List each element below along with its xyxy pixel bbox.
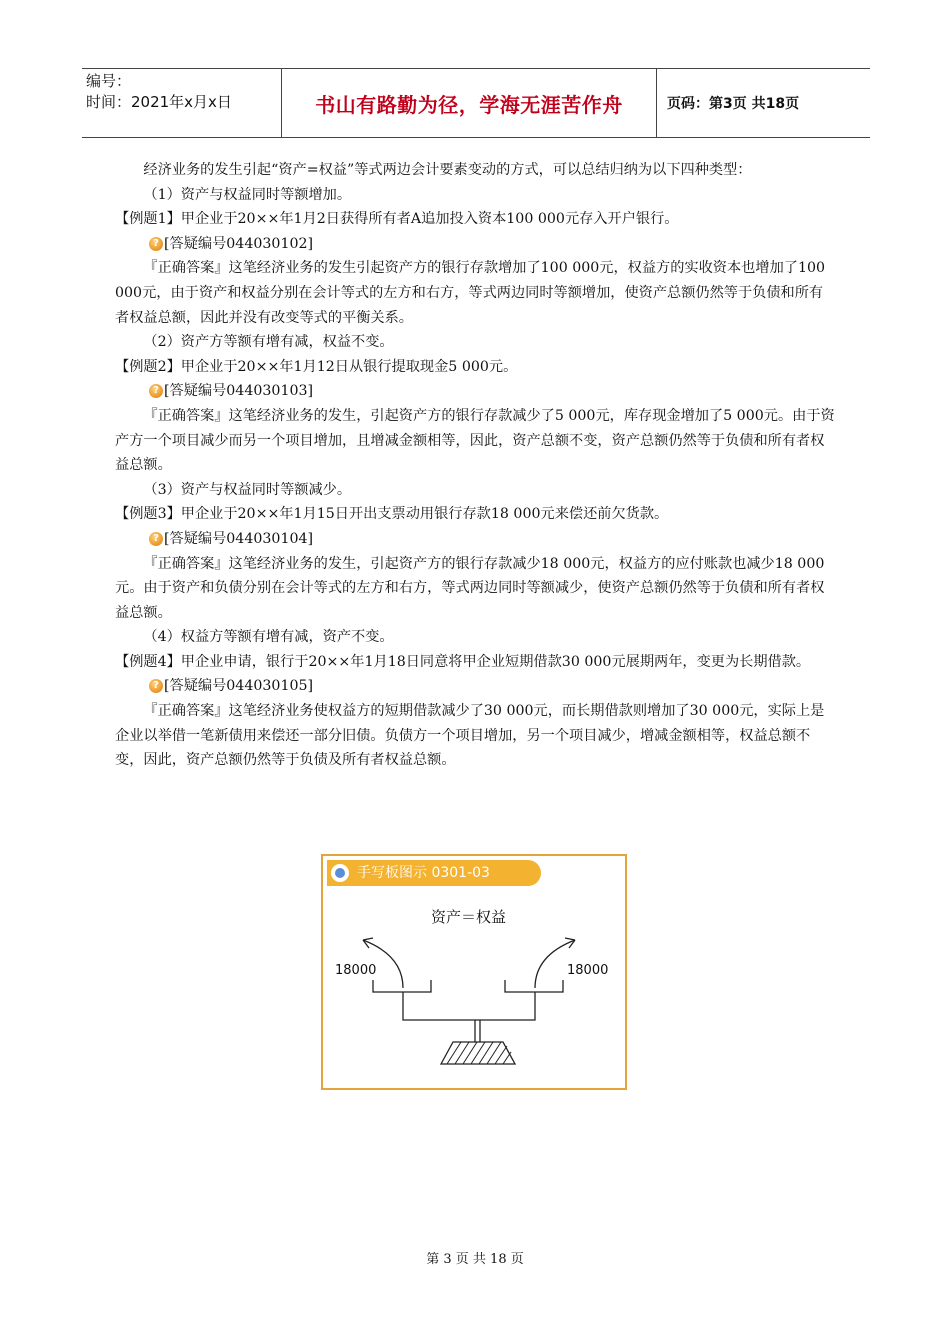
page-footer: 第 3 页 共 18 页 [426, 1252, 524, 1267]
balance-beam [403, 992, 535, 1020]
qa-ref-3: ? [答疑编号044030104] [115, 527, 837, 552]
balance-figure [321, 854, 627, 1090]
answer-1: 『正确答案』这笔经济业务的发生引起资产方的银行存款增加了100 000元，权益方的实收资本也增加了100 000元，由于资产和权益分别在会计等式的左方和右方，等式两边同时等额增加，使资产总额仍然等于负债和所有者权益总额，因此并没有改变等式的平衡关系。 [115, 260, 826, 326]
example-3: 【例题3】甲企业于20××年1月15日开出支票动用银行存款18 000元来偿还前欠货款。 [115, 506, 669, 523]
right-amount: 18000 [567, 963, 609, 978]
question-icon: ? [149, 384, 163, 398]
figure-tag-label: 手写板图示 0301-03 [357, 865, 490, 881]
left-amount: 18000 [335, 963, 377, 978]
question-icon: ? [149, 532, 163, 546]
example-2: 【例题2】甲企业于20××年1月12日从银行提取现金5 000元。 [115, 358, 518, 375]
intro-paragraph: 经济业务的发生引起“资产=权益”等式两边会计要素变动的方式，可以总结归纳为以下四种类型： [143, 162, 752, 178]
type-4-heading: （4）权益方等额有增有减，资产不变。 [143, 629, 394, 646]
qa-ref-4: ? [答疑编号044030105] [115, 674, 837, 699]
question-icon: ? [149, 237, 163, 251]
answer-3: 『正确答案』这笔经济业务的发生，引起资产方的银行存款减少18 000元，权益方的应付账款也减少18 000元。由于资产和负债分别在会计等式的左方和右方，等式两边同时等额减少，使资产总额仍然等于负债和所有者权益总额。 [115, 555, 825, 621]
type-2-heading: （2）资产方等额有增有减，权益不变。 [143, 334, 394, 351]
type-3-heading: （3）资产与权益同时等额减少。 [143, 481, 352, 498]
header-page-code: 页码：第3页 共18页 [667, 96, 800, 112]
right-pan [505, 980, 563, 992]
header-motto: 书山有路勤为径，学海无涯苦作舟 [282, 69, 657, 137]
figure-equation: 资产＝权益 [431, 908, 507, 926]
number-label: 编号： [86, 72, 132, 90]
qa-ref-1: ? [答疑编号044030102] [115, 232, 837, 257]
header-meta [82, 69, 282, 137]
answer-4: 『正确答案』这笔经济业务使权益方的短期借款减少了30 000元，而长期借款则增加了30 000元，实际上是企业以举借一笔新债用来偿还一部分旧债。负债方一个项目增加，另一个项目减少，增减金额相等，权益总额不变，因此，资产总额仍然等于负债及所有者权益总额。 [115, 703, 825, 769]
document-body [115, 158, 837, 773]
question-icon: ? [149, 679, 163, 693]
type-1-heading: （1）资产与权益同时等额增加。 [143, 186, 352, 203]
example-4: 【例题4】甲企业申请，银行于20××年1月18日同意将甲企业短期借款30 000元展期两年，变更为长期借款。 [115, 653, 811, 670]
page-header [82, 68, 870, 138]
answer-2: 『正确答案』这笔经济业务的发生，引起资产方的银行存款减少了5 000元，库存现金增加了5 000元。由于资产方一个项目减少而另一个项目增加，且增减金额相等，因此，资产总额不变，资产总额仍然等于负债和所有者权益总额。 [115, 407, 835, 474]
qa-ref-2: ? [答疑编号044030103] [115, 379, 837, 404]
time-label: 时间：2021年x月x日 [86, 93, 232, 111]
example-1: 【例题1】甲企业于20××年1月2日获得所有者A追加投入资本100 000元存入开户银行。 [115, 211, 679, 228]
